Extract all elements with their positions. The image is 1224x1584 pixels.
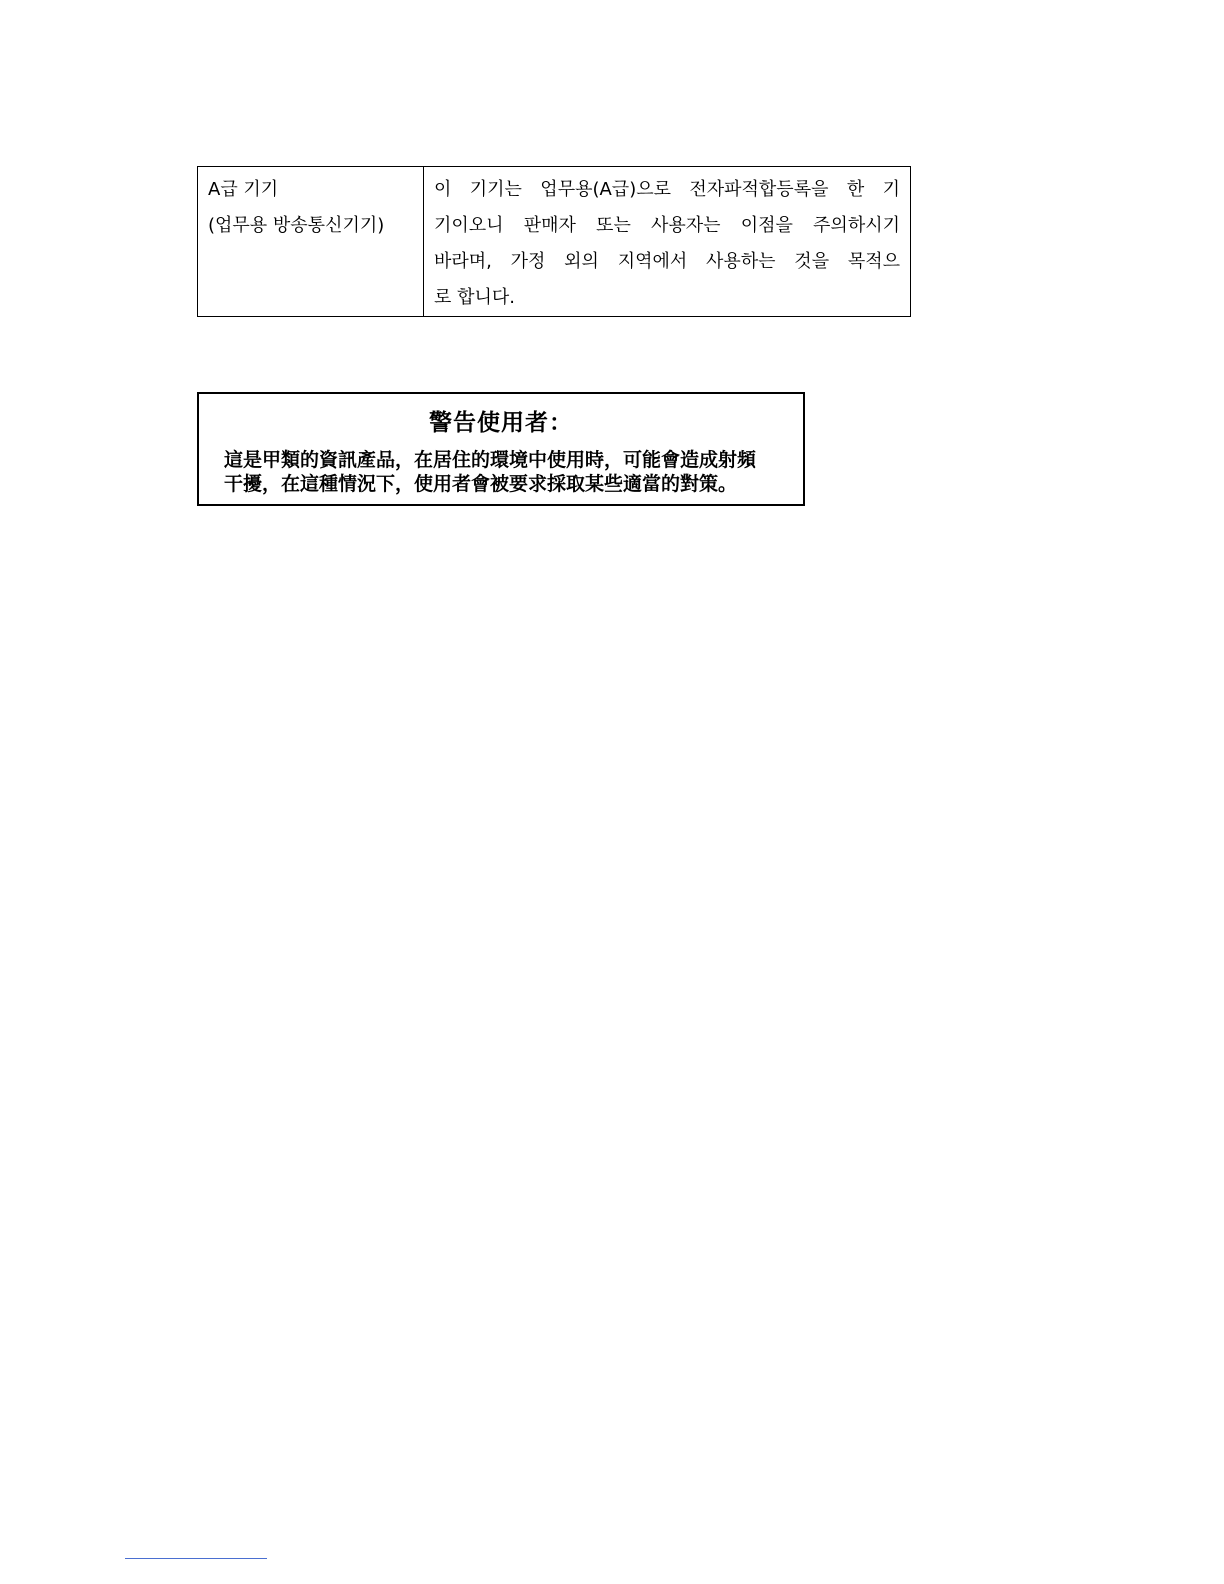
device-class-sublabel: (업무용 방송통신기기) — [208, 215, 385, 236]
warning-body — [224, 448, 781, 496]
notice-line-3: 바라며, 가정 외의 지역에서 사용하는 것을 목적으 — [434, 251, 900, 272]
notice-line-4: 로 합니다. — [434, 287, 515, 308]
warning-title: 警告使用者： — [429, 409, 573, 436]
device-class-cell — [198, 167, 424, 317]
notice-line-2: 기이오니 판매자 또는 사용자는 이점을 주의하시기 — [434, 215, 900, 236]
warning-line-2: 干擾，在這種情況下，使用者會被要求採取某些適當的對策。 — [224, 473, 738, 495]
taiwan-bsmi-warning-box — [197, 392, 805, 506]
footnote-divider — [125, 1558, 267, 1559]
notice-line-1: 이 기기는 업무용(A급)으로 전자파적합등록을 한 기 — [434, 179, 900, 200]
table-row — [198, 167, 911, 317]
device-class-label: A급 기기 — [208, 179, 279, 200]
warning-line-1: 這是甲類的資訊產品，在居住的環境中使用時，可能會造成射頻 — [224, 449, 757, 471]
notice-text-cell — [424, 167, 911, 317]
korea-class-a-notice-table — [197, 166, 911, 317]
